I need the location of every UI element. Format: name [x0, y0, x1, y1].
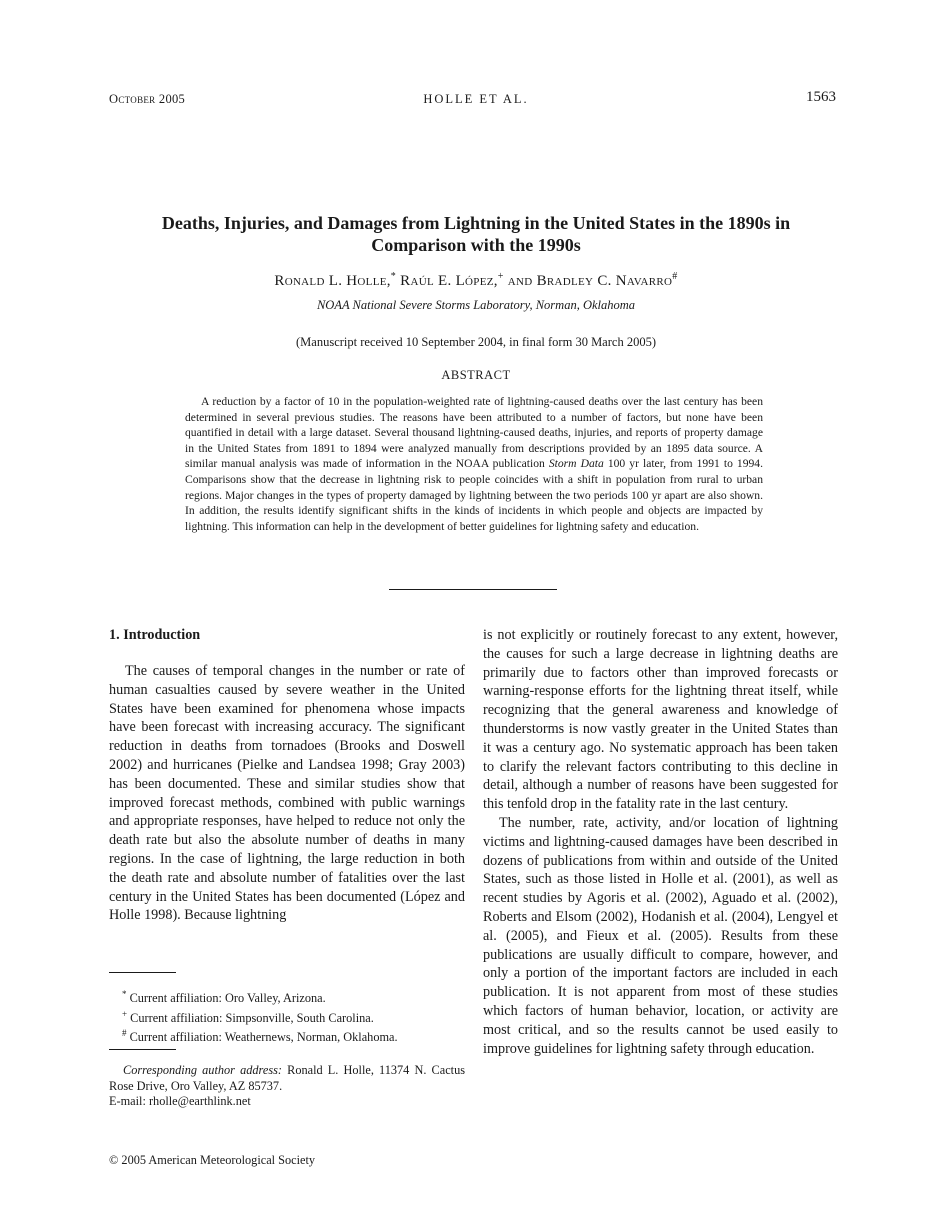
author-navarro: and Bradley C. Navarro [503, 273, 673, 289]
section-heading-introduction: 1. Introduction [109, 627, 201, 643]
footnote-2: + Current affiliation: Simpsonville, South Carolina. [122, 1008, 374, 1025]
running-header-authors: HOLLE ET AL. [423, 92, 529, 106]
intro-paragraph-right-2: The number, rate, activity, and/or location of lightning victims and lightning-caused damages have been described in dozens of publications from within and outside of the United States, such as those listed in Holle et al. (2001), as well as recent studies by Agoris et al. (2002), Aguado et al. (2002), Roberts and Elsom (2002), Hodanish et al. (2004), Lengyel et al. (2005), and Fieux et al. (2005). Results from these publications are usually difficult to compare, however, and only a portion of the important factors are included in each publication. It is not apparent from most of these studies which factors of human behavior, location, or activity are most critical, and so the results cannot be used easily to improve guidelines for lightning safety through education. [483, 814, 838, 1057]
copyright-notice: © 2005 American Meteorological Society [109, 1153, 316, 1167]
running-header-date: October 2005 [109, 92, 186, 106]
abstract-text-1: A reduction by a factor of 10 in the population-weighted rate of lightning-caused deaths over the last century has been determined in several previous studies. The reasons have been attributed to a number of factors, but none have been quantified in detail with a large dataset. Several thousand lightning-caused deaths, injuries, and reports of property damage in the United States from 1891 to 1894 were analyzed manually from descriptions provided by an 1895 data source. A similar manual analysis was made of information in the NOAA publication [185, 395, 763, 471]
abstract-heading: ABSTRACT [441, 368, 511, 382]
corresponding-email: E-mail: rholle@earthlink.net [109, 1094, 251, 1108]
right-column [483, 626, 838, 1058]
footnote-divider [109, 972, 176, 973]
footnote-3: # Current affiliation: Weathernews, Norman, Oklahoma. [122, 1028, 398, 1045]
abstract-text-2: 100 yr later, from 1991 to 1994. Comparisons show that the decrease in lightning risk to people coincides with a shift in population from rural to urban regions. Major changes in the types of property damaged by lightning between the two periods 100 yr apart are also shown. In addition, the results identify significant shifts in the kinds of incidents in which people and objects are impacted by lightning. This information can help in the development of better guidelines for lightning safety and education. [185, 457, 763, 533]
author-mark-3: # [672, 271, 678, 282]
manuscript-received: (Manuscript received 10 September 2004, in final form 30 March 2005) [296, 335, 656, 349]
intro-paragraph-right-1: is not explicitly or routinely forecast to any extent, however, the causes for such a large decrease in lightning deaths are primarily due to factors other than improved forecasts or warning-response efforts for the lightning threat itself, while recognizing that the general awareness and knowledge of thunderstorms is now vastly greater in the United States than it was a century ago. No systematic approach has been taken to clarify the relevant factors contributing to this decline in detail, although a number of reasons have been suggested for this tenfold drop in the fatality rate in the last century. [483, 627, 838, 813]
corresponding-label: Corresponding author address: [123, 1063, 282, 1077]
intro-paragraph-left: The causes of temporal changes in the number or rate of human casualties caused by severe weather in the United States have been examined for phenomena whose impacts have been forecast with increasing accuracy. The significant reduction in deaths from tornadoes (Brooks and Doswell 2002) and hurricanes (Pielke and Landsea 1998; Gray 2003) has been documented. These and similar studies show that improved forecast methods, combined with public warnings and appropriate responses, have helped to reduce not only the death rate but also the absolute number of deaths in many regions. In the case of lightning, the large reduction in both the death rate and absolute number of fatalities over the last century in the United States has been documented (López and Holle 1998). Because lightning [109, 663, 465, 924]
affiliation: NOAA National Severe Storms Laboratory, Norman, Oklahoma [316, 298, 636, 312]
section-divider [389, 589, 557, 590]
paper-title: Deaths, Injuries, and Damages from Lightning in the United States in the 1890s in Comparison with the 1990s [161, 213, 791, 255]
abstract-italic: Storm Data [548, 457, 604, 471]
author-list [0, 271, 952, 290]
abstract-body [185, 394, 763, 534]
footnote-divider-2 [109, 1049, 176, 1050]
author-lopez: Raúl E. López, [396, 273, 498, 289]
author-mark-2: + [497, 271, 504, 282]
corresponding-address: Ronald L. Holle, 11374 N. Cactus Rose Drive, Oro Valley, AZ 85737. [109, 1063, 466, 1093]
corresponding-author [109, 1063, 465, 1110]
footnote-1: * Current affiliation: Oro Valley, Arizona. [122, 989, 326, 1006]
page-number: 1563 [806, 89, 836, 105]
author-holle: Ronald L. Holle, [274, 273, 391, 289]
author-mark-1: * [390, 271, 397, 282]
affiliation-footnotes [109, 987, 465, 1046]
